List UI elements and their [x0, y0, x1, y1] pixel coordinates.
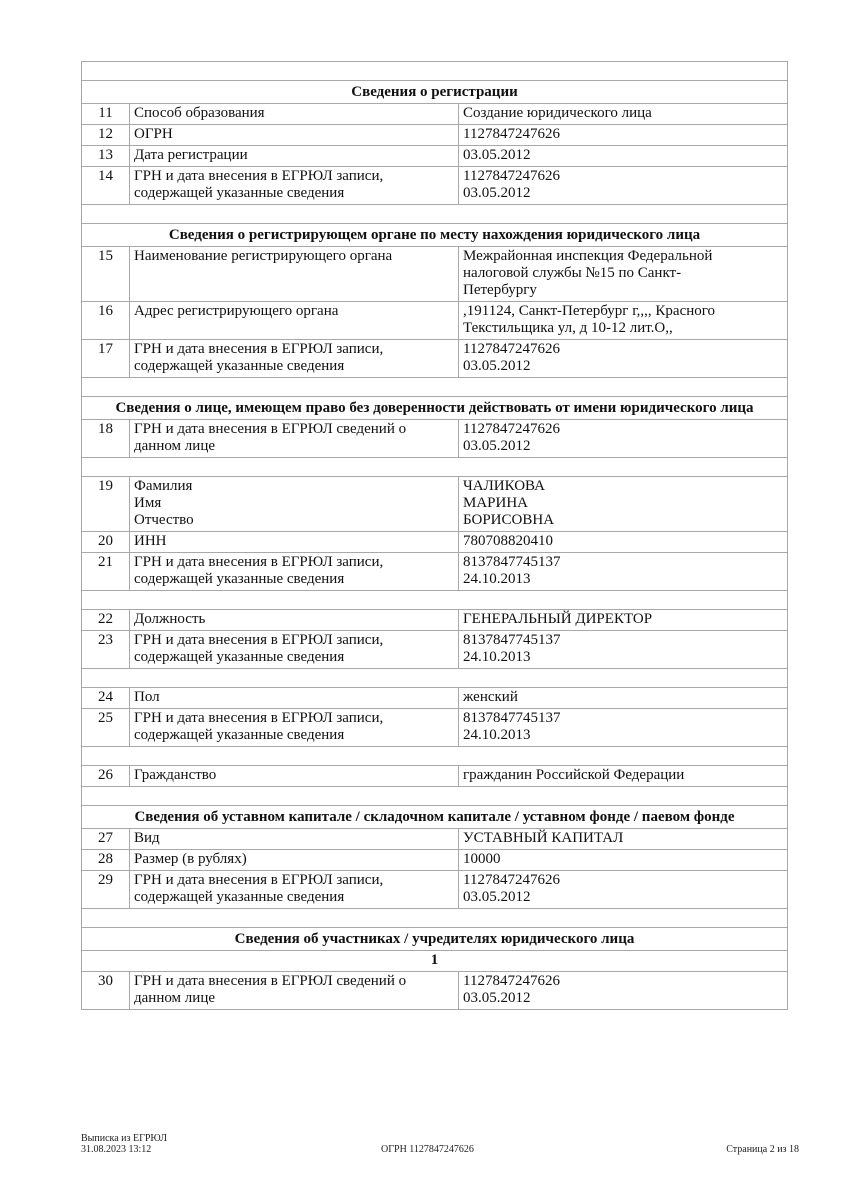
row-number: 27 — [82, 829, 130, 850]
footer-doc-name: Выписка из ЕГРЮЛ — [81, 1133, 167, 1144]
field-label-line: ГРН и дата внесения в ЕГРЮЛ записи, — [134, 554, 384, 570]
field-value-line: гражданин Российской Федерации — [463, 767, 685, 783]
field-value-line: 1127847247626 — [463, 872, 560, 888]
field-label — [130, 829, 459, 850]
field-value-line: 03.05.2012 — [463, 147, 531, 163]
field-value — [459, 688, 788, 709]
field-label — [130, 302, 459, 340]
field-label-line: Имя — [134, 495, 162, 511]
field-value-line: 03.05.2012 — [463, 358, 531, 374]
table-row — [82, 610, 788, 631]
field-label — [130, 477, 459, 532]
spacer-row — [82, 909, 788, 928]
field-label-line: ГРН и дата внесения в ЕГРЮЛ записи, — [134, 710, 384, 726]
field-value-line: 03.05.2012 — [463, 438, 531, 454]
spacer-row — [82, 747, 788, 766]
field-label-line: ГРН и дата внесения в ЕГРЮЛ сведений о — [134, 421, 407, 437]
field-label-line: Отчество — [134, 512, 194, 528]
field-label — [130, 709, 459, 747]
field-value-line: Создание юридического лица — [463, 105, 652, 121]
spacer-row — [82, 787, 788, 806]
field-label-line: Фамилия — [134, 478, 193, 494]
row-number: 23 — [82, 631, 130, 669]
section-capital — [82, 806, 788, 829]
field-value — [459, 766, 788, 787]
field-label-line: Гражданство — [134, 767, 217, 783]
footer-page-number: Страница 2 из 18 — [726, 1144, 799, 1155]
spacer-row — [82, 205, 788, 224]
table-row — [82, 477, 788, 532]
field-value-line: 1127847247626 — [463, 341, 560, 357]
spacer-cell — [82, 591, 788, 610]
participant-number: 1 — [82, 951, 788, 972]
row-number: 30 — [82, 972, 130, 1010]
field-label-line: ГРН и дата внесения в ЕГРЮЛ записи, — [134, 872, 384, 888]
row-number: 15 — [82, 247, 130, 302]
row-number: 18 — [82, 420, 130, 458]
row-number: 21 — [82, 553, 130, 591]
spacer-cell — [82, 669, 788, 688]
field-label-line: Способ образования — [134, 105, 265, 121]
egrul-table — [81, 61, 788, 1010]
table-row — [82, 972, 788, 1010]
table-row — [82, 553, 788, 591]
field-label-line: содержащей указанные сведения — [134, 727, 345, 743]
spacer-cell — [82, 62, 788, 81]
row-number: 16 — [82, 302, 130, 340]
field-label-line: Дата регистрации — [134, 147, 248, 163]
spacer-row — [82, 378, 788, 397]
section-founders — [82, 928, 788, 951]
field-value-line: УСТАВНЫЙ КАПИТАЛ — [463, 830, 624, 846]
table-row — [82, 340, 788, 378]
row-number: 20 — [82, 532, 130, 553]
field-label-line: содержащей указанные сведения — [134, 185, 345, 201]
footer-timestamp: 31.08.2023 13:12 — [81, 1144, 152, 1155]
table-row — [82, 125, 788, 146]
spacer-row — [82, 669, 788, 688]
field-value — [459, 972, 788, 1010]
field-value-line: 1127847247626 — [463, 973, 560, 989]
field-label-line: ГРН и дата внесения в ЕГРЮЛ сведений о — [134, 973, 407, 989]
field-label-line: Пол — [134, 689, 160, 705]
field-value-line: ,191124, Санкт-Петербург г,,,, Красного — [463, 303, 716, 319]
egrul-page — [81, 61, 787, 1010]
spacer-row — [82, 591, 788, 610]
field-value — [459, 125, 788, 146]
field-label-line: содержащей указанные сведения — [134, 649, 345, 665]
section-registration — [82, 81, 788, 104]
field-label — [130, 610, 459, 631]
row-number: 22 — [82, 610, 130, 631]
field-value — [459, 871, 788, 909]
field-label — [130, 146, 459, 167]
field-label — [130, 420, 459, 458]
table-row — [82, 688, 788, 709]
field-value-line: 24.10.2013 — [463, 649, 531, 665]
field-label-line: содержащей указанные сведения — [134, 571, 345, 587]
field-value-line: ГЕНЕРАЛЬНЫЙ ДИРЕКТОР — [463, 611, 653, 627]
spacer-cell — [82, 909, 788, 928]
row-number: 26 — [82, 766, 130, 787]
field-value-line: 1127847247626 — [463, 168, 560, 184]
field-value-line: 8137847745137 — [463, 710, 561, 726]
field-value — [459, 532, 788, 553]
table-row — [82, 829, 788, 850]
field-value — [459, 104, 788, 125]
field-value-line: женский — [463, 689, 518, 705]
field-label-line: ГРН и дата внесения в ЕГРЮЛ записи, — [134, 632, 384, 648]
field-value-line: 24.10.2013 — [463, 727, 531, 743]
field-value-line: 1127847247626 — [463, 421, 560, 437]
field-label — [130, 553, 459, 591]
section-title: Сведения об участниках / учредителях юридического лица — [82, 928, 788, 951]
field-value — [459, 829, 788, 850]
field-label-line: ГРН и дата внесения в ЕГРЮЛ записи, — [134, 341, 384, 357]
row-number: 14 — [82, 167, 130, 205]
section-registering-authority — [82, 224, 788, 247]
field-value — [459, 146, 788, 167]
table-row — [82, 302, 788, 340]
section-title: Сведения о регистрирующем органе по месту нахождения юридического лица — [82, 224, 788, 247]
spacer-cell — [82, 747, 788, 766]
field-label-line: ГРН и дата внесения в ЕГРЮЛ записи, — [134, 168, 384, 184]
spacer-cell — [82, 205, 788, 224]
spacer-row — [82, 62, 788, 81]
field-value-line: 03.05.2012 — [463, 185, 531, 201]
field-label-line: данном лице — [134, 438, 215, 454]
field-value-line: 03.05.2012 — [463, 990, 531, 1006]
field-label-line: данном лице — [134, 990, 215, 1006]
field-label — [130, 766, 459, 787]
table-row — [82, 709, 788, 747]
field-label — [130, 688, 459, 709]
field-label — [130, 340, 459, 378]
field-label — [130, 125, 459, 146]
field-value-line: Текстильщика ул, д 10-12 лит.О,, — [463, 320, 673, 336]
table-row — [82, 420, 788, 458]
table-row — [82, 146, 788, 167]
row-number: 17 — [82, 340, 130, 378]
field-value-line: 780708820410 — [463, 533, 553, 549]
field-value — [459, 302, 788, 340]
field-label-line: содержащей указанные сведения — [134, 889, 345, 905]
row-number: 29 — [82, 871, 130, 909]
field-label — [130, 104, 459, 125]
section-title: Сведения о регистрации — [82, 81, 788, 104]
field-label-line: ОГРН — [134, 126, 173, 142]
field-value-line: 03.05.2012 — [463, 889, 531, 905]
field-label — [130, 850, 459, 871]
field-label-line: содержащей указанные сведения — [134, 358, 345, 374]
field-value-line: Петербургу — [463, 282, 537, 298]
row-number: 13 — [82, 146, 130, 167]
row-number: 11 — [82, 104, 130, 125]
table-row — [82, 247, 788, 302]
table-row — [82, 167, 788, 205]
field-value — [459, 247, 788, 302]
footer-ogrn: ОГРН 1127847247626 — [381, 1144, 474, 1155]
field-value-line: 1127847247626 — [463, 126, 560, 142]
table-row — [82, 871, 788, 909]
field-label-line: ИНН — [134, 533, 167, 549]
section-title: Сведения о лице, имеющем право без доверенности действовать от имени юридического лица — [82, 397, 788, 420]
field-label — [130, 972, 459, 1010]
field-label-line: Вид — [134, 830, 160, 846]
field-label-line: Размер (в рублях) — [134, 851, 247, 867]
field-value — [459, 553, 788, 591]
field-value-line: ЧАЛИКОВА — [463, 478, 545, 494]
field-value — [459, 477, 788, 532]
field-value — [459, 610, 788, 631]
field-label — [130, 247, 459, 302]
field-value-line: 24.10.2013 — [463, 571, 531, 587]
spacer-cell — [82, 787, 788, 806]
table-row — [82, 850, 788, 871]
field-value — [459, 850, 788, 871]
participant-number-row — [82, 951, 788, 972]
row-number: 24 — [82, 688, 130, 709]
spacer-row — [82, 458, 788, 477]
section-authorized-person — [82, 397, 788, 420]
field-value-line: МАРИНА — [463, 495, 529, 511]
field-label-line: Адрес регистрирующего органа — [134, 303, 339, 319]
spacer-cell — [82, 458, 788, 477]
table-row — [82, 631, 788, 669]
row-number: 25 — [82, 709, 130, 747]
spacer-cell — [82, 378, 788, 397]
field-label-line: Наименование регистрирующего органа — [134, 248, 393, 264]
field-value — [459, 167, 788, 205]
field-value-line: Межрайонная инспекция Федеральной — [463, 248, 713, 264]
field-value-line: 8137847745137 — [463, 632, 561, 648]
field-label — [130, 167, 459, 205]
field-label-line: Должность — [134, 611, 206, 627]
row-number: 19 — [82, 477, 130, 532]
section-title: Сведения об уставном капитале / складочном капитале / уставном фонде / паевом фонде — [82, 806, 788, 829]
footer-left — [81, 1133, 167, 1155]
field-value-line: 10000 — [463, 851, 501, 867]
field-value — [459, 631, 788, 669]
field-label — [130, 631, 459, 669]
row-number: 12 — [82, 125, 130, 146]
table-row — [82, 104, 788, 125]
field-value-line: БОРИСОВНА — [463, 512, 555, 528]
table-row — [82, 766, 788, 787]
field-value-line: 8137847745137 — [463, 554, 561, 570]
table-row — [82, 532, 788, 553]
field-label — [130, 532, 459, 553]
field-value — [459, 420, 788, 458]
field-value-line: налоговой службы №15 по Санкт- — [463, 265, 682, 281]
field-label — [130, 871, 459, 909]
field-value — [459, 709, 788, 747]
row-number: 28 — [82, 850, 130, 871]
egrul-table-body — [82, 62, 788, 1010]
field-value — [459, 340, 788, 378]
